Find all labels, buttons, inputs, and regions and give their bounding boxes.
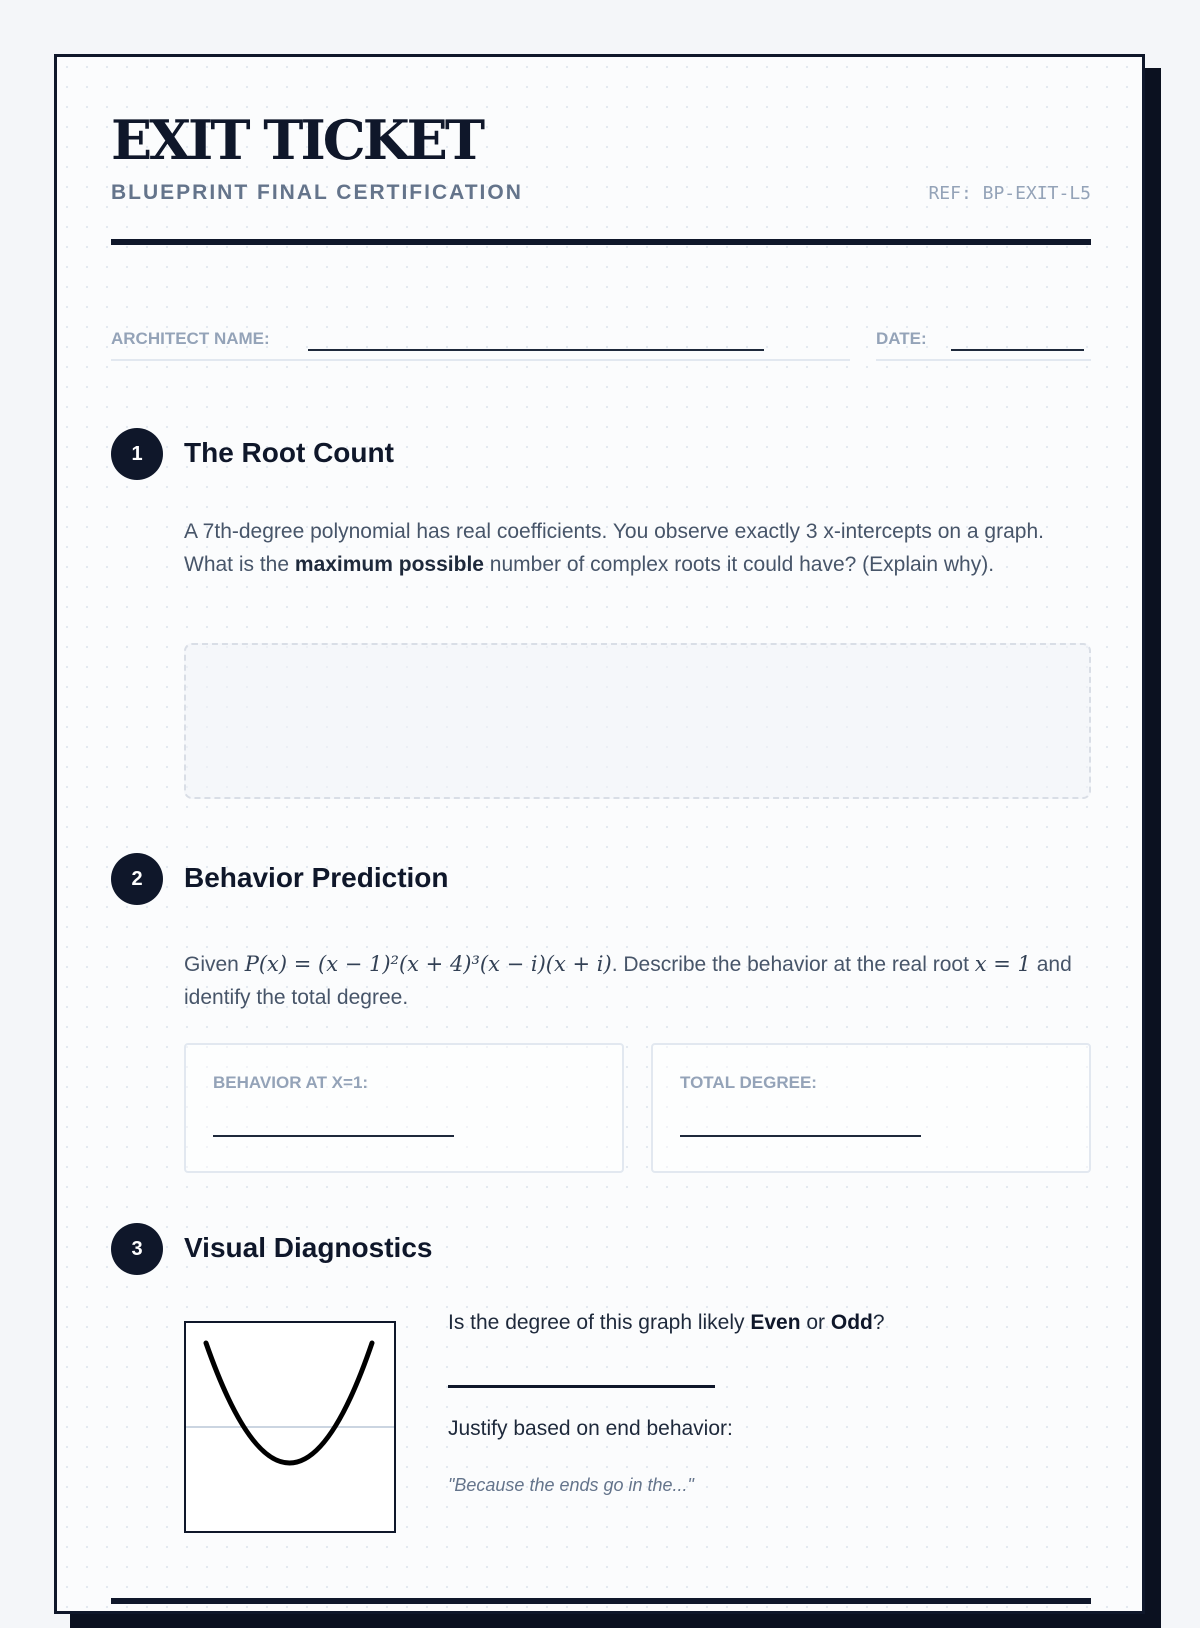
- question-2-text-mid: . Describe the behavior at the real root: [611, 953, 975, 976]
- question-3-title: Visual Diagnostics: [184, 1232, 433, 1263]
- total-degree-label: TOTAL DEGREE:: [680, 1073, 817, 1092]
- date-field[interactable]: [876, 321, 1091, 361]
- question-3-prompt: [448, 1311, 885, 1335]
- parabola-graph-svg: [186, 1323, 394, 1531]
- question-3-or: or: [800, 1311, 831, 1334]
- question-1-title: The Root Count: [184, 437, 394, 468]
- question-2-text: Given: [184, 953, 245, 976]
- question-3-prompt-text: Is the degree of this graph likely: [448, 1311, 751, 1334]
- page-subtitle: BLUEPRINT FINAL CERTIFICATION: [111, 181, 523, 204]
- question-2-number: 2: [111, 853, 163, 905]
- exit-ticket-sheet: [54, 54, 1145, 1614]
- page-title: EXIT TICKET: [111, 108, 482, 172]
- question-1-text: A 7th-degree polynomial has real coefficients. You observe exactly 3 x-intercepts on a graph. What is the: [184, 520, 1044, 576]
- total-degree-answer-box[interactable]: [651, 1043, 1091, 1173]
- architect-name-label: ARCHITECT NAME:: [111, 329, 270, 348]
- behavior-blank[interactable]: [213, 1117, 454, 1137]
- question-3-justify-label: Justify based on end behavior:: [448, 1417, 733, 1440]
- header-divider: [111, 239, 1091, 245]
- question-2-text-end: and identify the total degree.: [184, 953, 1072, 1009]
- architect-name-blank[interactable]: [308, 331, 764, 351]
- date-blank[interactable]: [951, 331, 1084, 351]
- question-2-formula: P(x) = (x − 1)²(x + 4)³(x − i)(x + i): [244, 952, 612, 976]
- total-degree-blank[interactable]: [680, 1117, 921, 1137]
- architect-name-field[interactable]: [111, 321, 850, 361]
- parabola-graph: [184, 1321, 396, 1533]
- reference-code: REF: BP-EXIT-L5: [928, 183, 1091, 204]
- question-1-answer-box[interactable]: [184, 643, 1091, 799]
- date-label: DATE:: [876, 329, 927, 348]
- question-2-root: x = 1: [974, 952, 1031, 976]
- question-3-number: 3: [111, 1223, 163, 1275]
- question-2-title: Behavior Prediction: [184, 862, 449, 893]
- question-3-question-mark: ?: [872, 1311, 885, 1334]
- question-1-text-end: number of complex roots it could have? (Explain why).: [483, 553, 995, 576]
- behavior-label: BEHAVIOR AT X=1:: [213, 1073, 369, 1092]
- behavior-answer-box[interactable]: [184, 1043, 624, 1173]
- question-3-hint[interactable]: "Because the ends go in the...": [448, 1475, 694, 1495]
- footer-divider: [111, 1598, 1091, 1604]
- parabola-curve: [206, 1343, 372, 1463]
- question-1-emphasis: maximum possible: [294, 553, 484, 576]
- question-3-even: Even: [750, 1311, 801, 1334]
- question-1-number: 1: [111, 428, 163, 480]
- question-3-odd: Odd: [830, 1311, 873, 1334]
- question-2-body: [184, 948, 1091, 1014]
- question-1-body: [184, 515, 1091, 581]
- question-3-answer-blank[interactable]: [448, 1385, 715, 1388]
